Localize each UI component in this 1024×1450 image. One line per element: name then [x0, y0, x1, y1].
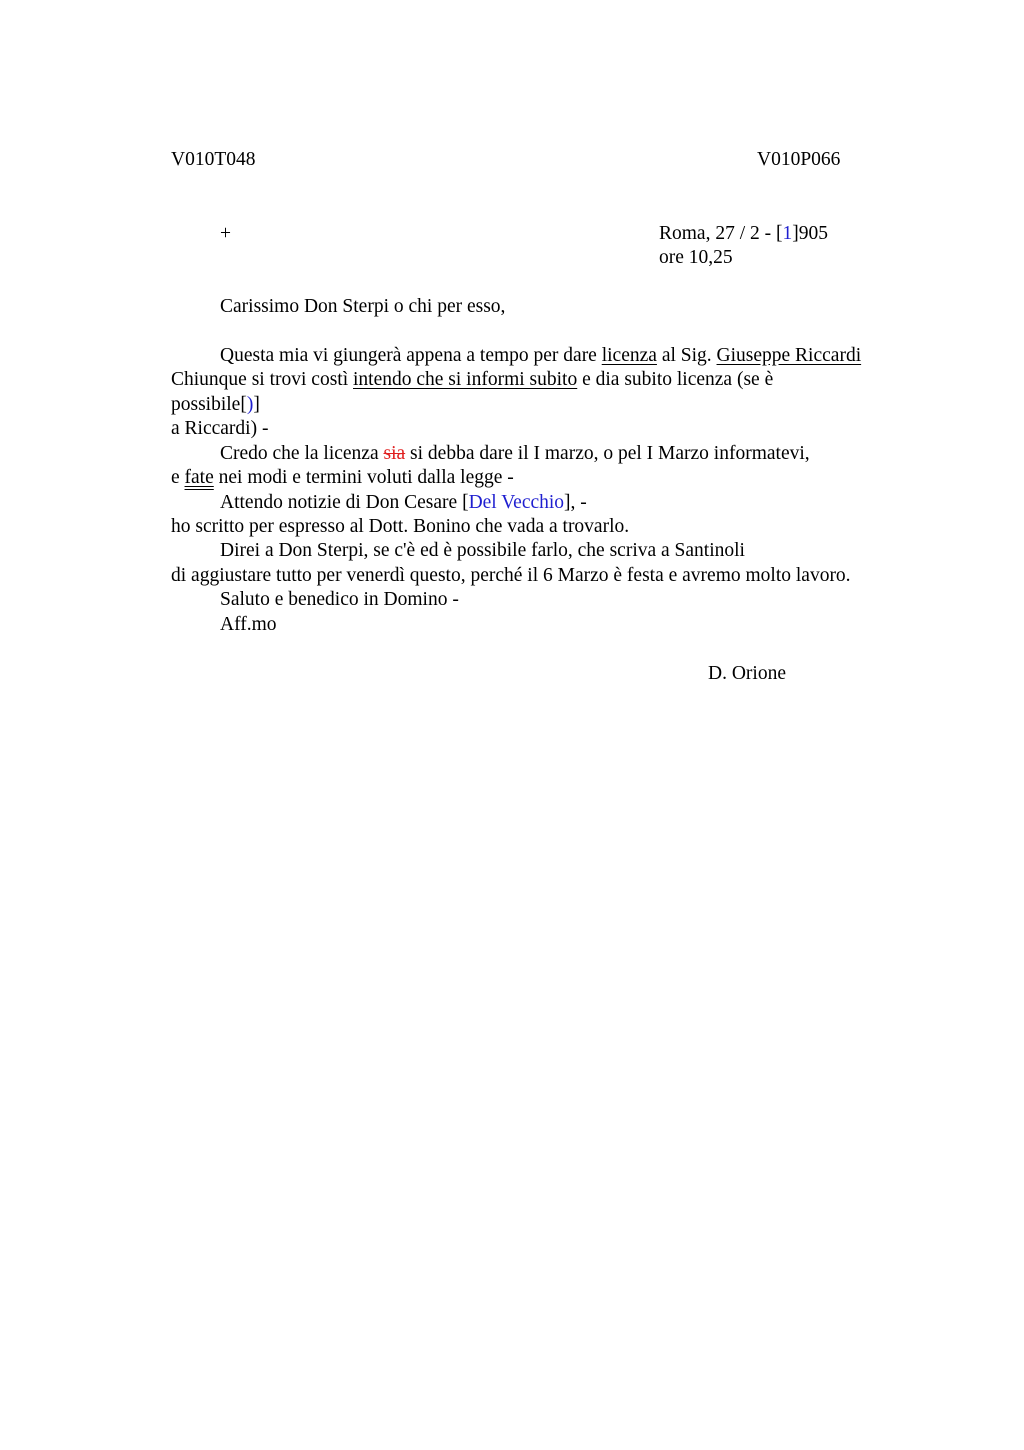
text-span: al Sig. — [656, 345, 717, 366]
text-span: ], - — [564, 492, 587, 513]
date-suffix: ]905 — [792, 223, 828, 244]
text-span: possibile[ — [171, 394, 247, 415]
underlined-name: Giuseppe Riccardi — [716, 345, 862, 366]
underlined-word: licenza — [601, 345, 657, 366]
closing: Aff.mo — [220, 614, 277, 635]
date-editorial-digit: 1 — [782, 223, 793, 244]
text-span: Chiunque si trovi costì — [171, 369, 353, 390]
body-line-6 — [171, 468, 514, 488]
body-line-4: a Riccardi) - — [171, 418, 269, 439]
signature: D. Orione — [708, 663, 786, 684]
editorial-insertion: Del Vecchio — [468, 492, 565, 513]
underlined-phrase: intendo che si informi subito — [353, 369, 578, 390]
salutation: Carissimo Don Sterpi o chi per esso, — [220, 296, 506, 317]
text-span: nei modi e termini voluti dalla legge - — [213, 467, 514, 488]
editorial-insertion: ) — [246, 394, 254, 415]
archive-code-left: V010T048 — [171, 149, 256, 170]
double-underlined-word: fate — [184, 467, 214, 488]
text-span: Attendo notizie di Don Cesare [ — [220, 492, 469, 513]
text-span: Credo che la licenza — [220, 443, 384, 464]
text-span: e — [171, 467, 185, 488]
body-line-10: di aggiustare tutto per venerdì questo, perché il 6 Marzo è festa e avremo molto lavoro. — [171, 565, 851, 586]
text-span: e dia subito licenza (se è — [577, 369, 774, 390]
cross-mark: + — [220, 223, 231, 244]
body-line-11: Saluto e benedico in Domino - — [220, 589, 459, 610]
letter-date — [659, 224, 828, 244]
body-line-9: Direi a Don Sterpi, se c'è ed è possibile farlo, che scriva a Santinoli — [220, 540, 745, 561]
body-line-5 — [220, 444, 810, 464]
date-prefix: Roma, 27 / 2 - [ — [659, 223, 783, 244]
body-line-7 — [220, 493, 587, 513]
archive-code-right: V010P066 — [757, 149, 841, 170]
text-span: si debba dare il I marzo, o pel I Marzo informatevi, — [405, 443, 810, 464]
text-span: Questa mia vi giungerà appena a tempo per dare — [220, 345, 602, 366]
deleted-word: sia — [383, 443, 406, 464]
body-line-1 — [220, 346, 861, 366]
body-line-2 — [171, 370, 773, 390]
body-line-3 — [171, 395, 260, 415]
body-line-8: ho scritto per espresso al Dott. Bonino che vada a trovarlo. — [171, 516, 630, 537]
letter-time: ore 10,25 — [659, 247, 733, 268]
text-span: ] — [253, 394, 260, 415]
